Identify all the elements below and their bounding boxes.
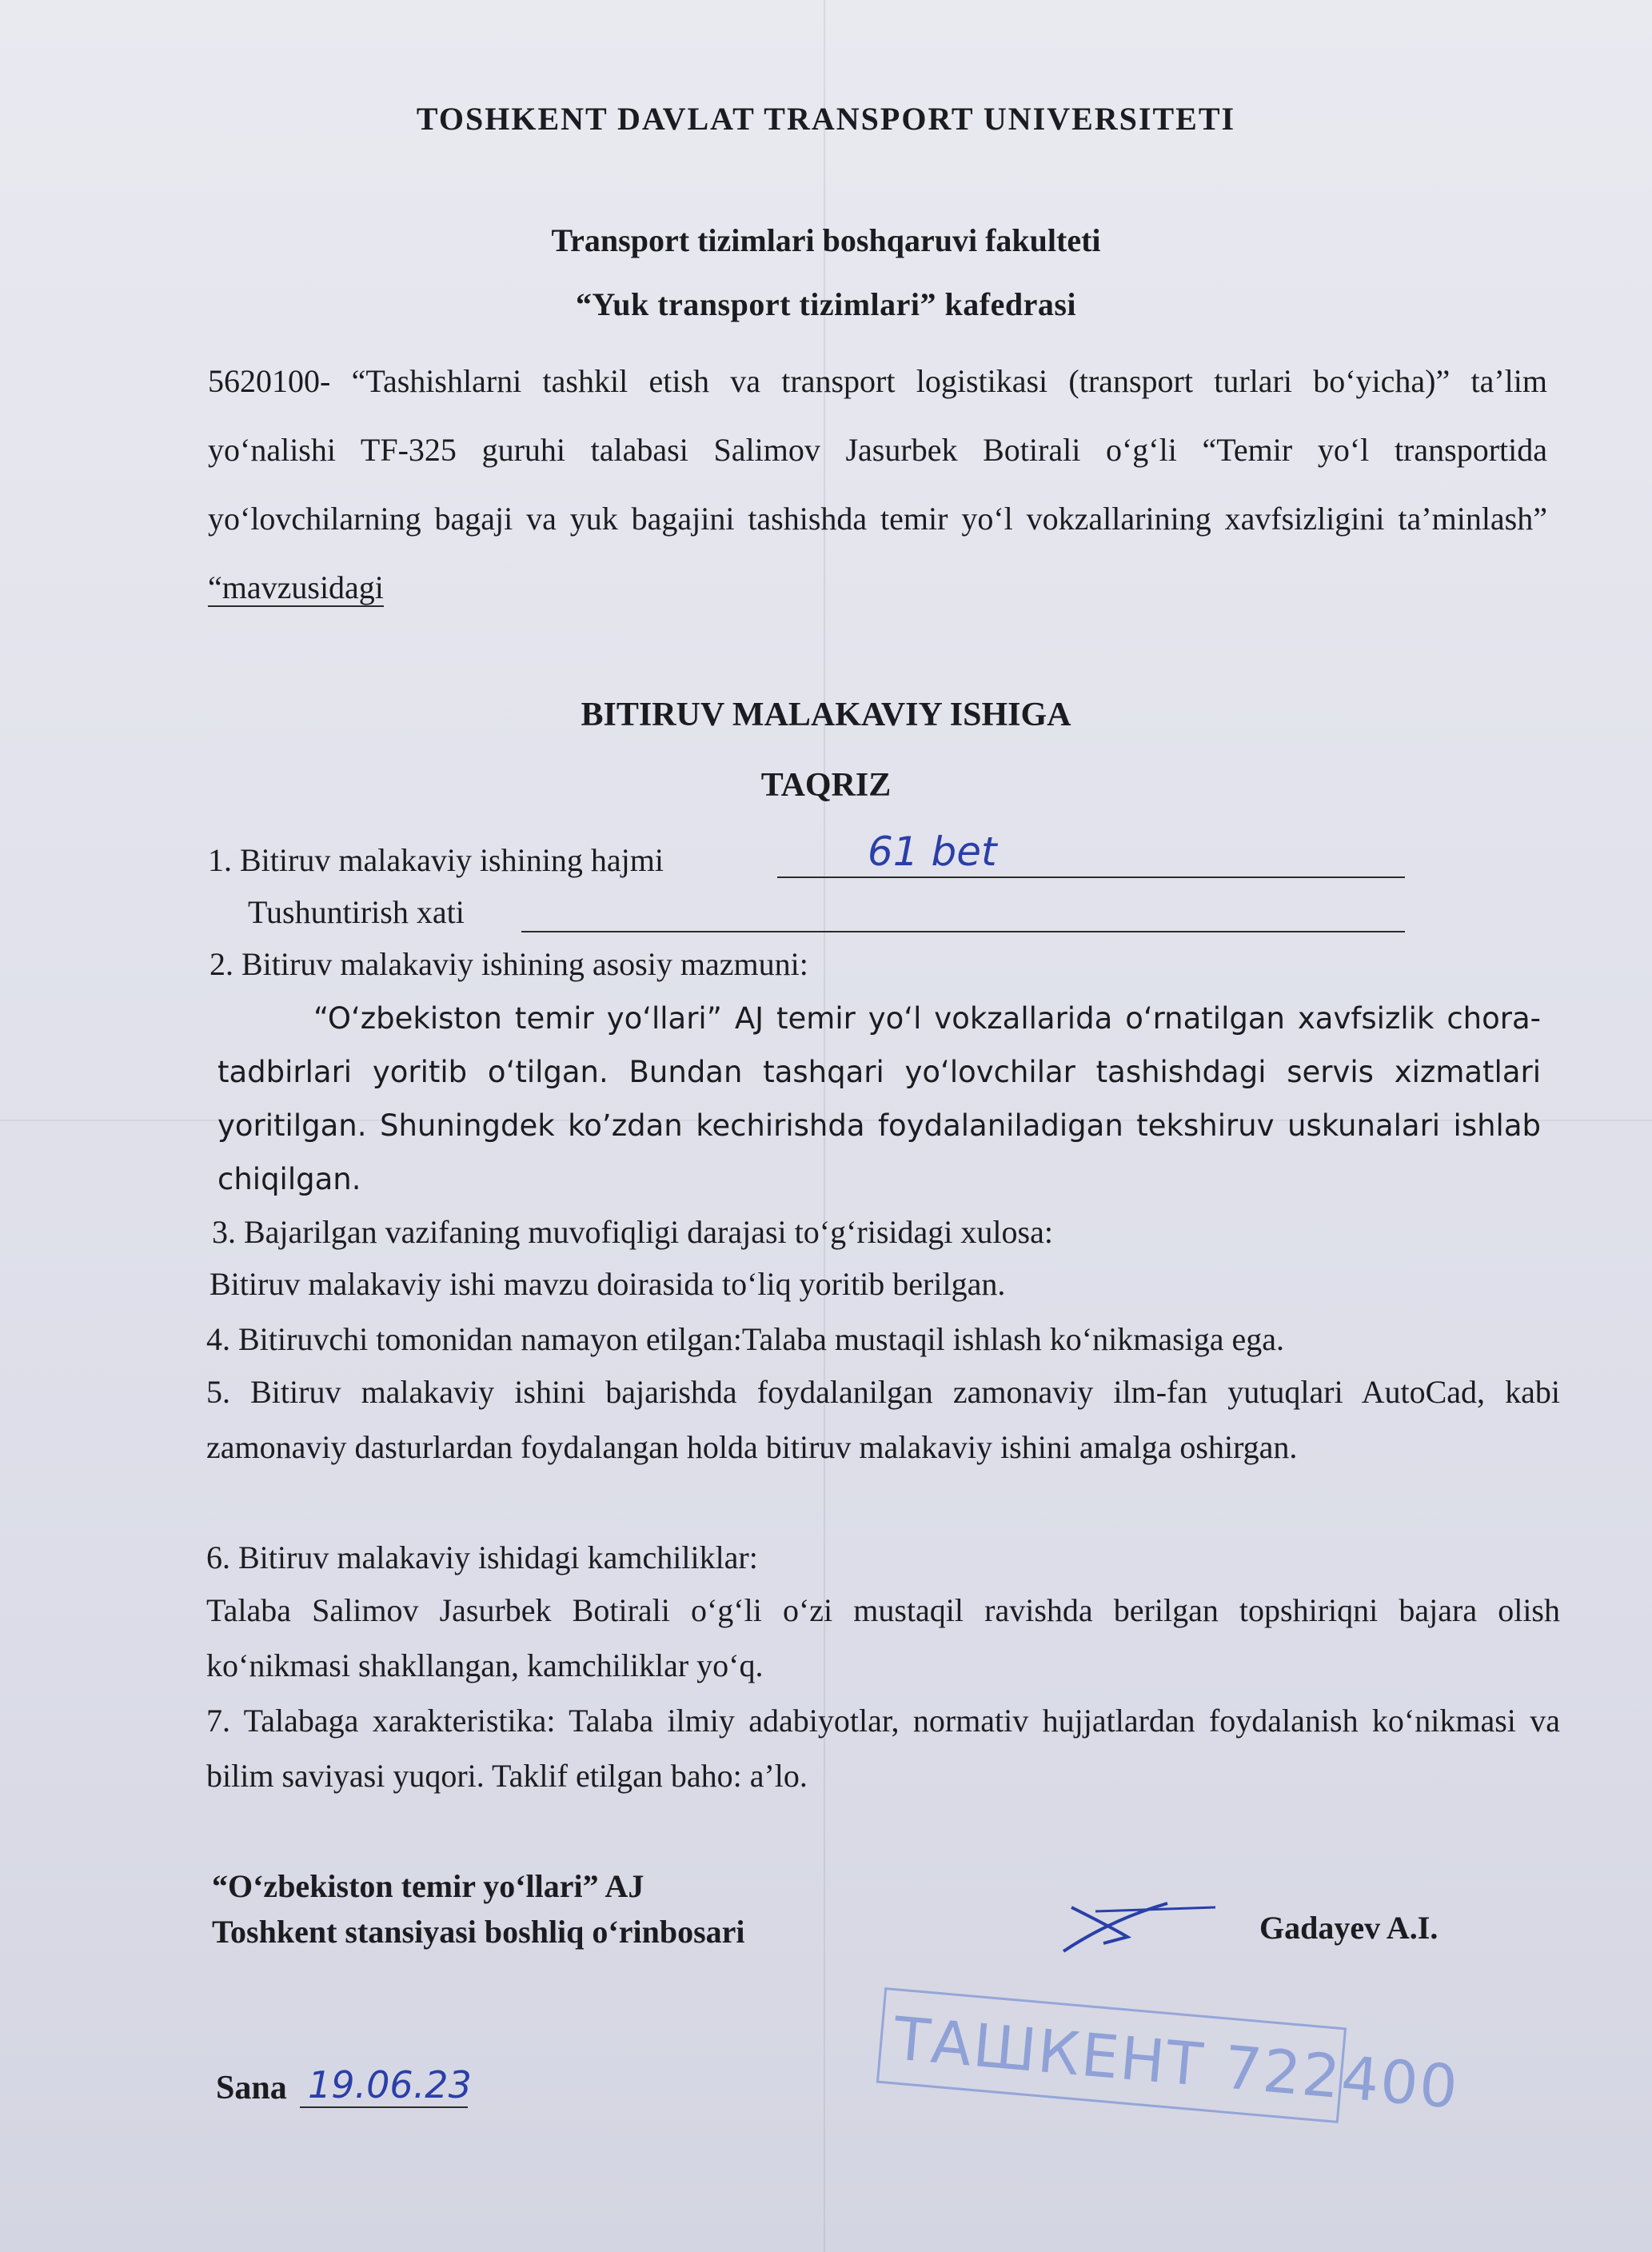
item3-label: 3. Bajarilgan vazifaning muvofiqligi darajasi to‘g‘risidagi xulosa: xyxy=(212,1214,1053,1250)
intro-paragraph xyxy=(208,347,1547,622)
intro-suffix: “mavzusidagi xyxy=(208,569,384,605)
reviewer-organization: “O‘zbekiston temir yo‘llari” AJ xyxy=(212,1868,644,1904)
item1b-label: Tushuntirish xati xyxy=(248,894,465,930)
item1-handwritten-value: 61 bet xyxy=(868,829,997,875)
item2-paragraph: “O‘zbekiston temir yo‘llari” AJ temir yo‘l vokzallarida o‘rnatilgan xavfsizlik chora-tadbirlari yoritib o‘tilgan. Bundan tashqari yo‘lovchilar tashishdagi servis xizmatlari yoritilgan. Shuningdek ko’zdan kechirishda foydalaniladigan tekshiruv uskunalari ishlab chiqilgan. xyxy=(217,1001,1541,1196)
office-stamp: ТАШКЕНТ 722400 xyxy=(876,1987,1347,2123)
item7-text: 7. Talabaga xarakteristika: Talaba ilmiy adabiyotlar, normativ hujjatlardan foydalanish ko‘nikmasi va bilim saviyasi yuqori. Taklif etilgan baho: a’lo. xyxy=(206,1703,1560,1794)
university-title: TOSHKENT DAVLAT TRANSPORT UNIVERSITETI xyxy=(416,101,1236,137)
item6-label: 6. Bitiruv malakaviy ishidagi kamchiliklar: xyxy=(206,1539,758,1575)
document-title: BITIRUV MALAKAVIY ISHIGA xyxy=(581,697,1071,733)
date-label: Sana xyxy=(216,2070,287,2106)
item2-label: 2. Bitiruv malakaviy ishining asosiy mazmuni: xyxy=(209,946,808,982)
item3-text: Bitiruv malakaviy ishi mavzu doirasida to‘liq yoritib berilgan. xyxy=(209,1266,1006,1302)
reviewer-position: Toshkent stansiyasi boshliq o‘rinbosari xyxy=(212,1914,745,1950)
department-title: “Yuk transport tizimlari” kafedrasi xyxy=(575,286,1076,322)
reviewer-name: Gadayev A.I. xyxy=(1259,1910,1439,1946)
item1-label: 1. Bitiruv malakaviy ishining hajmi xyxy=(208,842,664,878)
intro-text: 5620100- “Tashishlarni tashkil etish va transport logistikasi (transport turlari bo‘yicha)” ta’lim yo‘nalishi TF-325 guruhi talabasi Salimov Jasurbek Botirali o‘g‘li “Temir yo‘l transportida yo‘lovchilarning bagaji va yuk bagajini tashishda temir yo‘l vokzallarining xavfsizligini ta’minlash” xyxy=(208,363,1547,537)
reviewer-block xyxy=(212,1863,745,1955)
document-subtitle: TAQRIZ xyxy=(760,767,892,804)
handwritten-signature xyxy=(1039,1887,1231,1967)
item1b-fill-line xyxy=(521,931,1405,932)
item5-text: 5. Bitiruv malakaviy ishini bajarishda foydalanilgan zamonaviy ilm-fan yutuqlari AutoCad, kabi zamonaviy dasturlardan foydalangan holda bitiruv malakaviy ishini amalga oshirgan. xyxy=(206,1374,1560,1465)
item1-fill-line xyxy=(777,876,1405,878)
item2-content xyxy=(217,992,1541,1206)
item6-text: Talaba Salimov Jasurbek Botirali o‘g‘li o‘zi mustaqil ravishda berilgan topshiriqni bajara olish ko‘nikmasi shakllangan, kamchiliklar yo‘q. xyxy=(206,1592,1560,1683)
item4-text: 4. Bitiruvchi tomonidan namayon etilgan:Talaba mustaqil ishlash ko‘nikmasiga ega. xyxy=(206,1321,1285,1357)
faculty-title: Transport tizimlari boshqaruvi fakulteti xyxy=(551,222,1101,258)
date-handwritten-value: 19.06.23 xyxy=(308,2063,472,2106)
date-fill-line xyxy=(300,2106,468,2108)
